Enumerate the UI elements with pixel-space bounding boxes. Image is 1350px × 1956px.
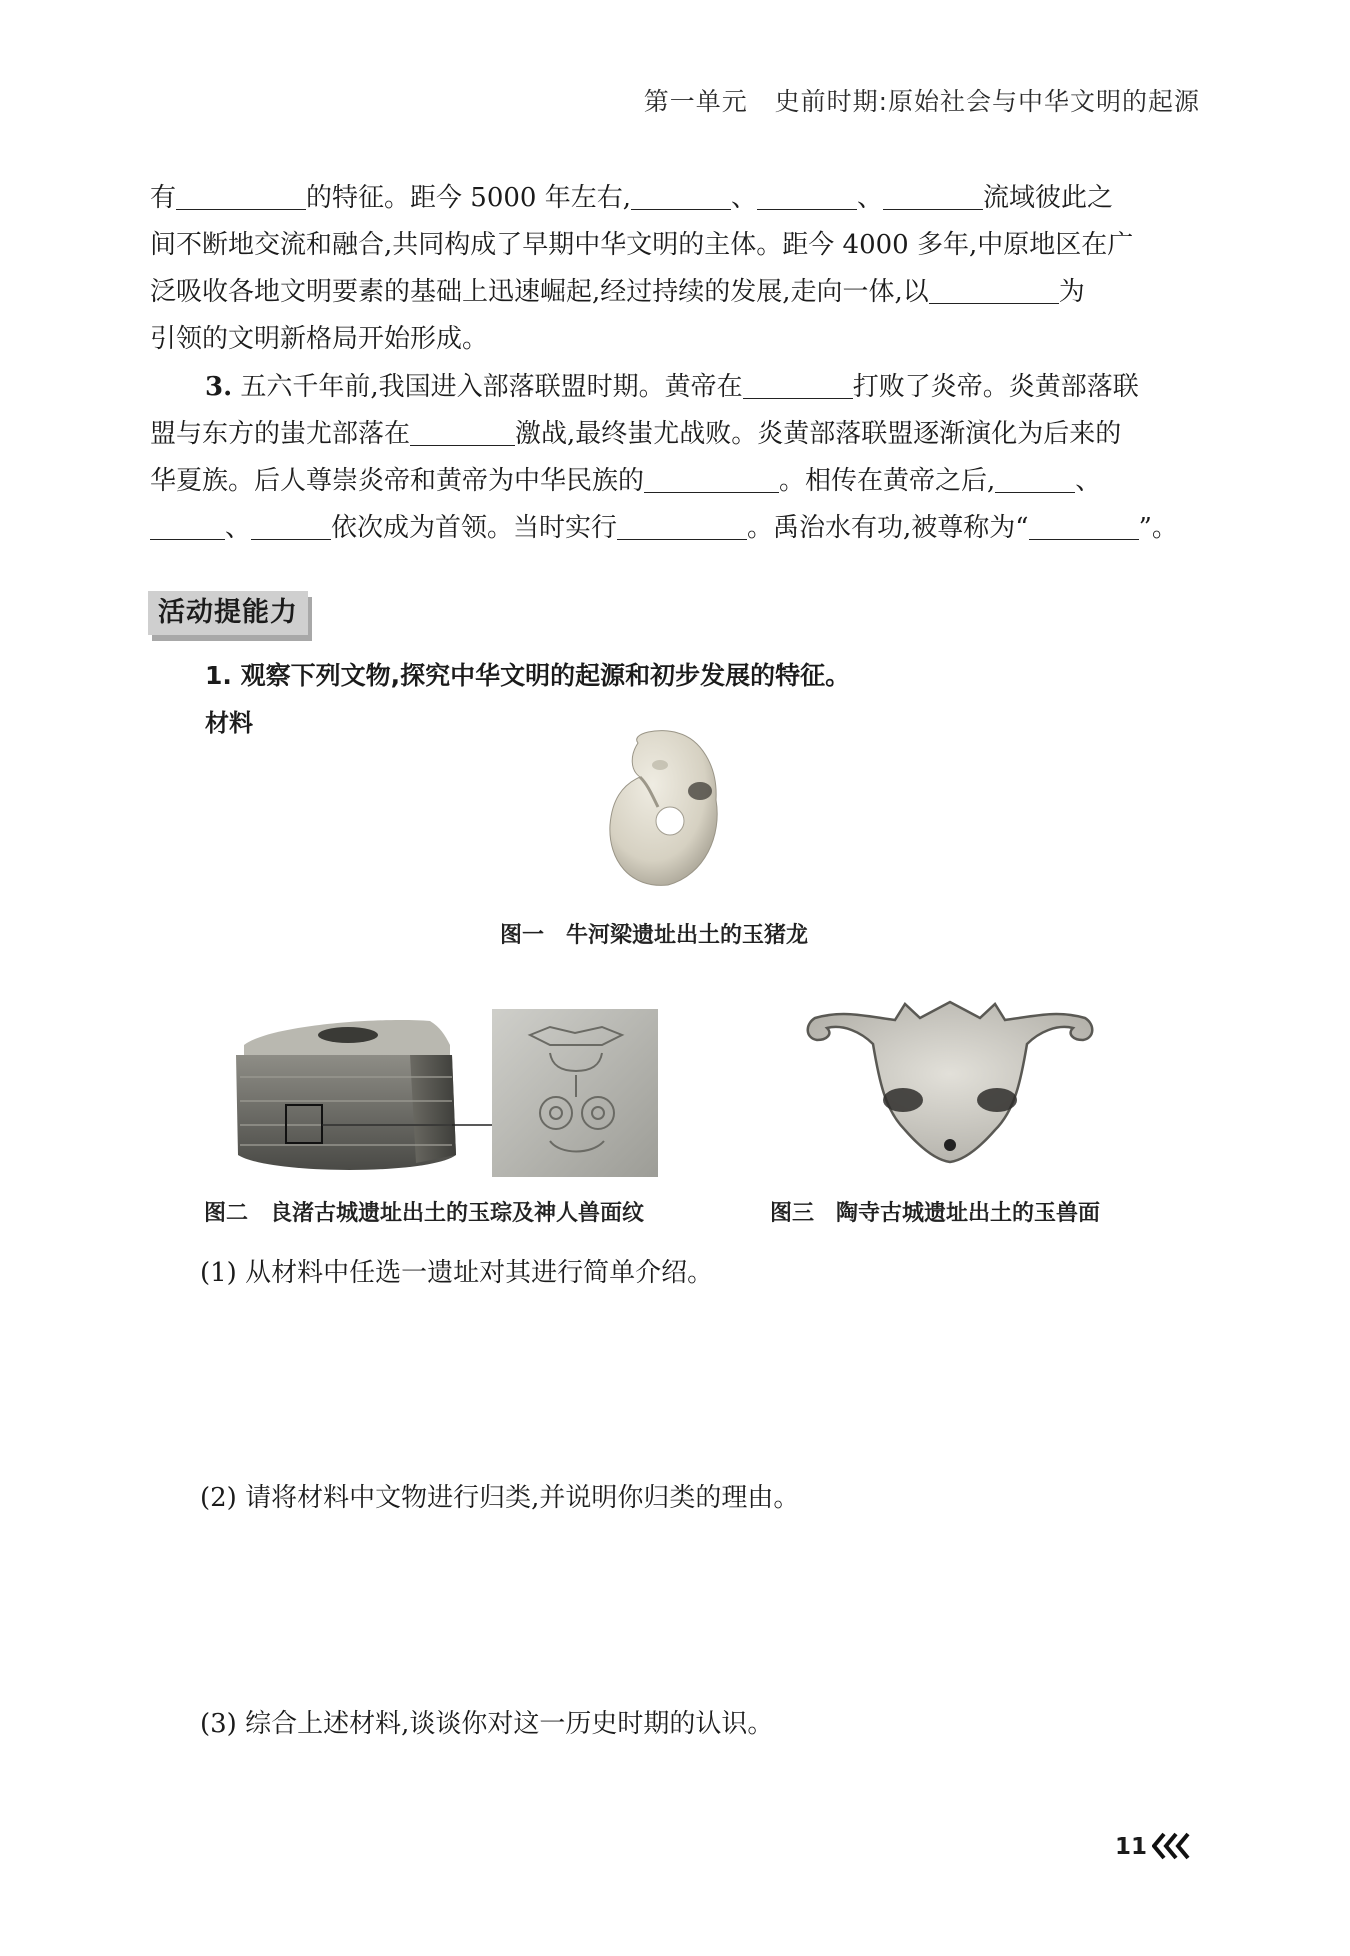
section-tag: 活动提能力 xyxy=(148,591,308,635)
question-number: 3. xyxy=(205,372,233,402)
text-line: 华夏族。后人尊崇炎帝和黄帝为中华民族的 。相传在黄帝之后, 、 xyxy=(150,458,1200,505)
fill-blank[interactable] xyxy=(251,509,331,540)
sub-question-2: (2) 请将材料中文物进行归类,并说明你归类的理由。 xyxy=(200,1483,800,1513)
text-line: 有 的特征。距今 5000 年左右, 、 、 流域彼此之 xyxy=(150,175,1200,222)
figure-2-caption: 图二 良渚古城遗址出土的玉琮及神人兽面纹 xyxy=(204,1201,645,1226)
running-header xyxy=(644,82,1200,118)
text-line: 引领的文明新格局开始形成。 xyxy=(150,324,489,354)
sub-question-1: (1) 从材料中任选一遗址对其进行简单介绍。 xyxy=(200,1258,714,1288)
text-line: 、 依次成为首领。当时实行 。禹治水有功,被尊称为“ ”。 xyxy=(150,505,1200,552)
fill-blank[interactable] xyxy=(617,509,747,540)
figure-3-caption: 图三 陶寺古城遗址出土的玉兽面 xyxy=(770,1201,1101,1226)
fill-blank[interactable] xyxy=(743,368,853,399)
figure-1-caption: 图一 牛河梁遗址出土的玉猪龙 xyxy=(500,923,809,948)
jade-beast-mask-image xyxy=(795,1000,1105,1170)
fill-blank[interactable] xyxy=(410,415,515,446)
fill-blank[interactable] xyxy=(929,273,1059,304)
page-number: 11 xyxy=(1115,1834,1148,1860)
jade-cong-image xyxy=(230,1005,660,1185)
text-line: 间不断地交流和融合,共同构成了早期中华文明的主体。距今 4000 多年,中原地区在广 xyxy=(150,230,1134,260)
activity-question-1: 1. 观察下列文物,探究中华文明的起源和初步发展的特征。 xyxy=(205,661,851,690)
fill-blank[interactable] xyxy=(631,179,731,210)
text-line: 盟与东方的蚩尤部落在 激战,最终蚩尤战败。炎黄部落联盟逐渐演化为后来的 xyxy=(150,411,1200,458)
fill-blank[interactable] xyxy=(176,179,306,210)
text-line: 3. 五六千年前,我国进入部落联盟时期。黄帝在 打败了炎帝。炎黄部落联 xyxy=(205,364,1200,411)
fill-blank[interactable] xyxy=(150,509,225,540)
chevrons-left-icon xyxy=(1152,1832,1192,1860)
fill-blank[interactable] xyxy=(883,179,983,210)
fill-blank[interactable] xyxy=(644,462,779,493)
text-line: 泛吸收各地文明要素的基础上迅速崛起,经过持续的发展,走向一体,以 为 xyxy=(150,269,1200,316)
jade-pig-dragon-image xyxy=(600,725,730,895)
header-title: 史前时期:原始社会与中华文明的起源 xyxy=(774,87,1200,116)
fill-blank[interactable] xyxy=(1029,509,1139,540)
fill-blank[interactable] xyxy=(757,179,857,210)
sub-question-3: (3) 综合上述材料,谈谈你对这一历史时期的认识。 xyxy=(200,1709,774,1739)
fill-blank[interactable] xyxy=(995,462,1075,493)
header-unit: 第一单元 xyxy=(643,87,748,116)
material-label: 材料 xyxy=(205,709,253,737)
